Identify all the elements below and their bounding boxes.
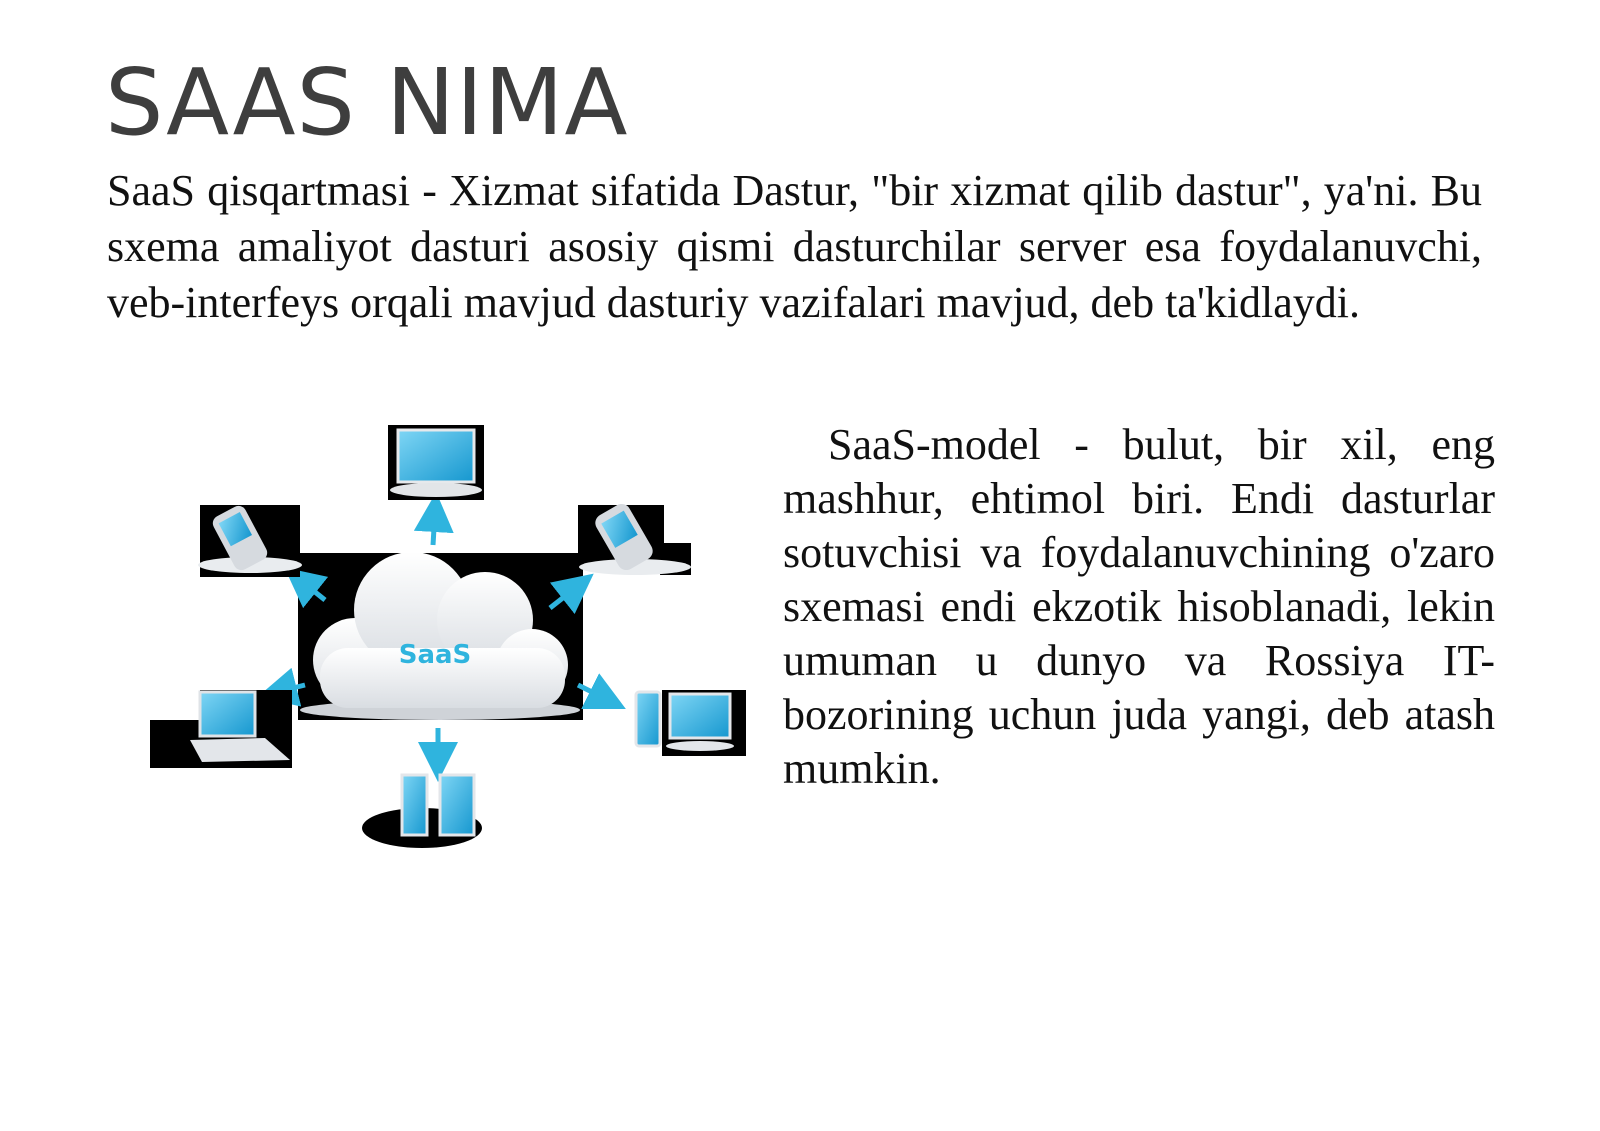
laptop-icon [150,690,292,768]
saas-model-paragraph: SaaS-model - bulut, bir xil, eng mashhur, ehtimol biri. Endi dasturlar sotuvchisi va foydalanuvchining o'zaro sxemasi endi ekzotik hisoblanadi, lekin umuman u dunyo va Rossiya IT-bozorining uchun juda yangi, deb atash mumkin. [783,420,1495,793]
phone-icon [198,503,302,577]
intro-paragraph: SaaS qisqartmasi - Xizmat sifatida Dastur, "bir xizmat qilib dastur", ya'ni. Bu sxema amaliyot dasturi asosiy qismi dasturchilar server esa foydalanuvchi, veb-interfeys orqali mavjud dasturiy vazifalari mavjud, deb ta'kidlaydi. [107,166,1482,327]
tablet-icon [362,775,482,848]
monitor-icon [636,690,746,756]
phone-icon [578,501,691,575]
slide-title: SAAS NIMA [105,49,629,156]
cloud-label: SaaS [398,640,472,670]
saas-diagram [150,420,770,870]
monitor-icon [388,425,484,500]
